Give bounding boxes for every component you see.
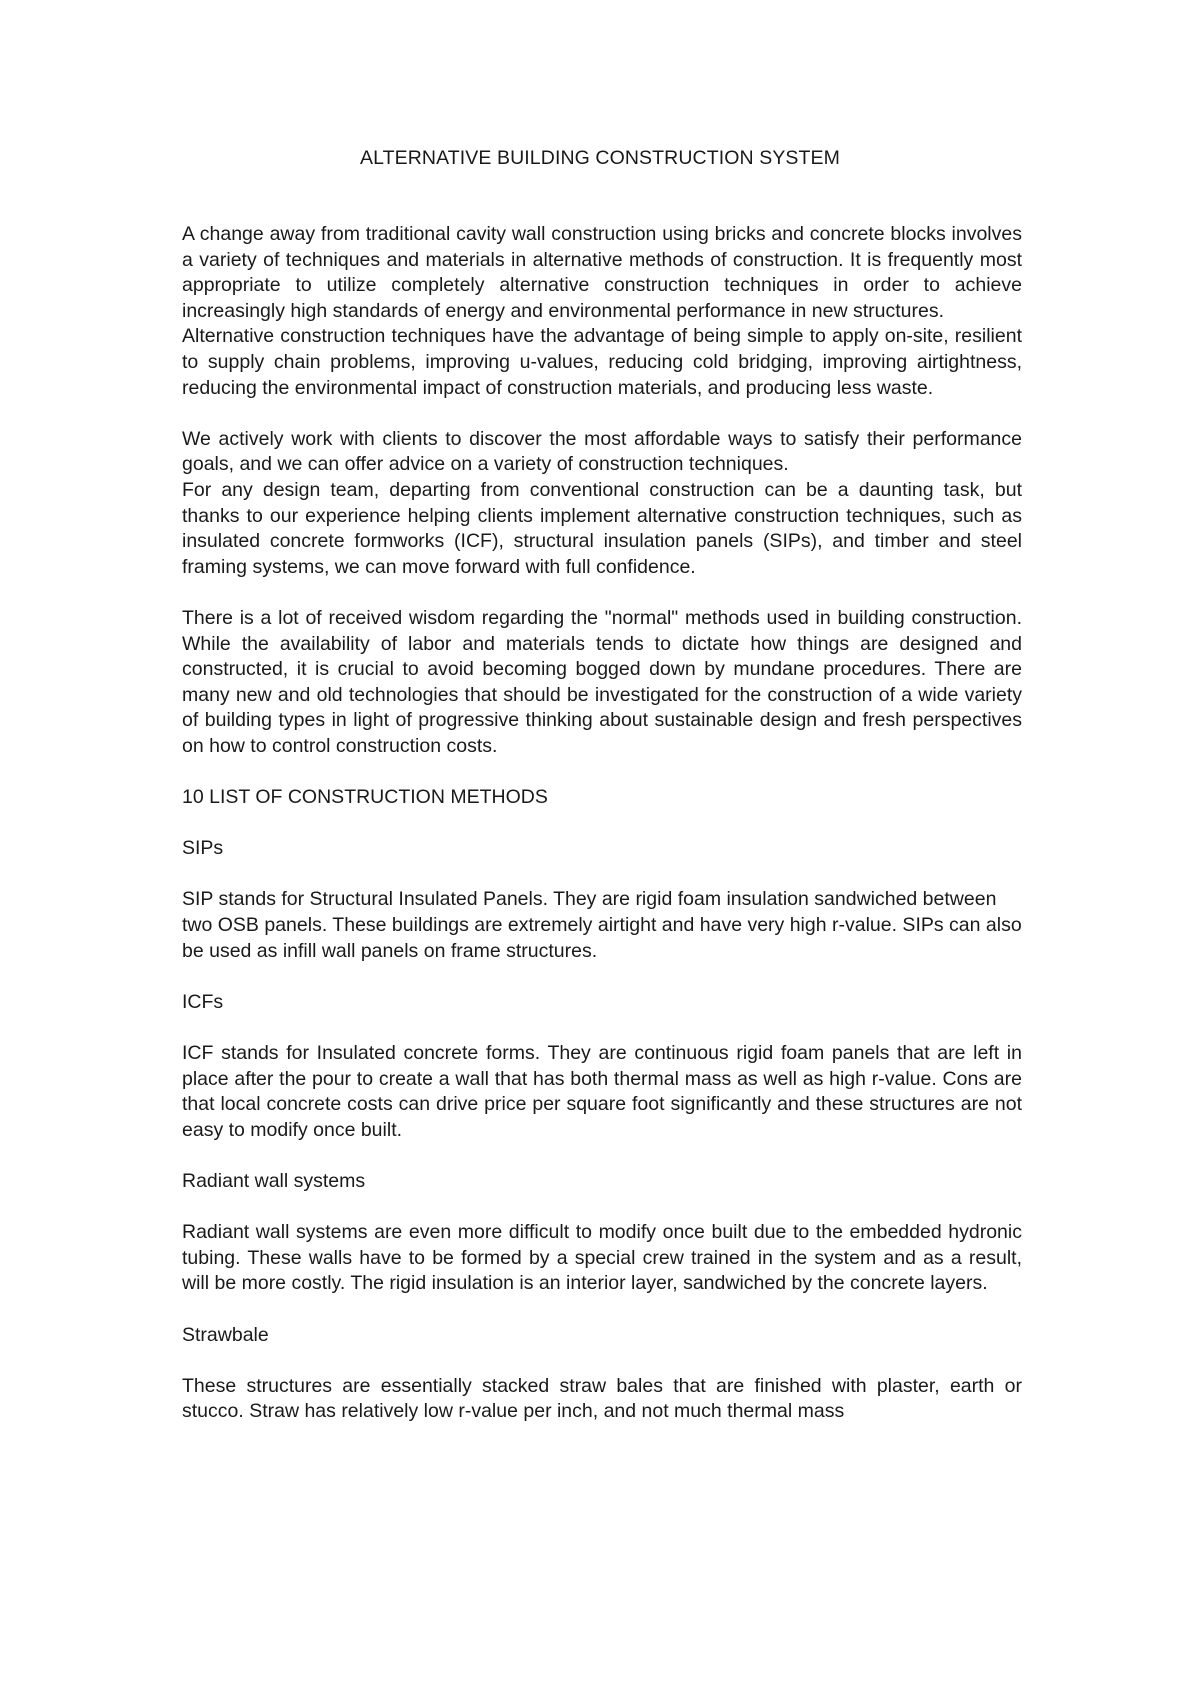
document-body [182, 222, 1022, 1425]
method-text-radiant: Radiant wall systems are even more difficult to modify once built due to the embedded hydronic tubing. These walls have to be formed by a special crew trained in the system and as a result, will be more costly. The rigid insulation is an interior layer, sandwiched by the concrete layers. [182, 1221, 1022, 1295]
method-heading-radiant: Radiant wall systems [182, 1169, 366, 1192]
intro-paragraph-4: For any design team, departing from conventional construction can be a daunting task, but thanks to our experience helping clients implement alternative construction techniques, such as insulated concrete formworks (ICF), structural insulation panels (SIPs), and timber and steel framing systems, we can move forward with full confidence. [182, 478, 1022, 578]
method-text-icfs: ICF stands for Insulated concrete forms. They are continuous rigid foam panels that are left in place after the pour to create a wall that has both thermal mass as well as high r-value. Cons are that local concrete costs can drive price per square foot significantly and these structures are not easy to modify once built. [182, 1042, 1022, 1141]
intro-paragraph-1: A change away from traditional cavity wall construction using bricks and concrete blocks involves a variety of techniques and materials in alternative methods of construction. It is frequently most appropriate to utilize completely alternative construction techniques in order to achieve increasingly high standards of energy and environmental performance in new structures. [182, 223, 1022, 322]
method-heading-sips: SIPs [182, 837, 224, 860]
method-heading-strawbale: Strawbale [182, 1323, 269, 1346]
document-title: ALTERNATIVE BUILDING CONSTRUCTION SYSTEM [360, 147, 840, 169]
intro-paragraph-2: Alternative construction techniques have the advantage of being simple to apply on-site, resilient to supply chain problems, improving u-values, reducing cold bridging, improving airtightness, reducing the environmental impact of construction materials, and producing less waste. [182, 325, 1022, 399]
intro-paragraph-5: There is a lot of received wisdom regarding the "normal" methods used in building construction. While the availability of labor and materials tends to dictate how things are designed and constructed, it is crucial to avoid becoming bogged down by mundane procedures. There are many new and old technologies that should be investigated for the construction of a wide variety of building types in light of progressive thinking about sustainable design and fresh perspectives on how to control construction costs. [182, 606, 1022, 757]
list-heading: 10 LIST OF CONSTRUCTION METHODS [182, 786, 548, 809]
intro-paragraph-3: We actively work with clients to discover the most affordable ways to satisfy their performance goals, and we can offer advice on a variety of construction techniques. [182, 427, 1022, 476]
method-text-sips: SIP stands for Structural Insulated Panels. They are rigid foam insulation sandwiched between two OSB panels. These buildings are extremely airtight and have very high r-value. SIPs can also be used as infill wall panels on frame structures. [182, 888, 1022, 962]
method-heading-icfs: ICFs [182, 990, 224, 1013]
method-text-strawbale: These structures are essentially stacked straw bales that are finished with plaster, earth or stucco. Straw has relatively low r-value per inch, and not much thermal mass [182, 1374, 1022, 1423]
